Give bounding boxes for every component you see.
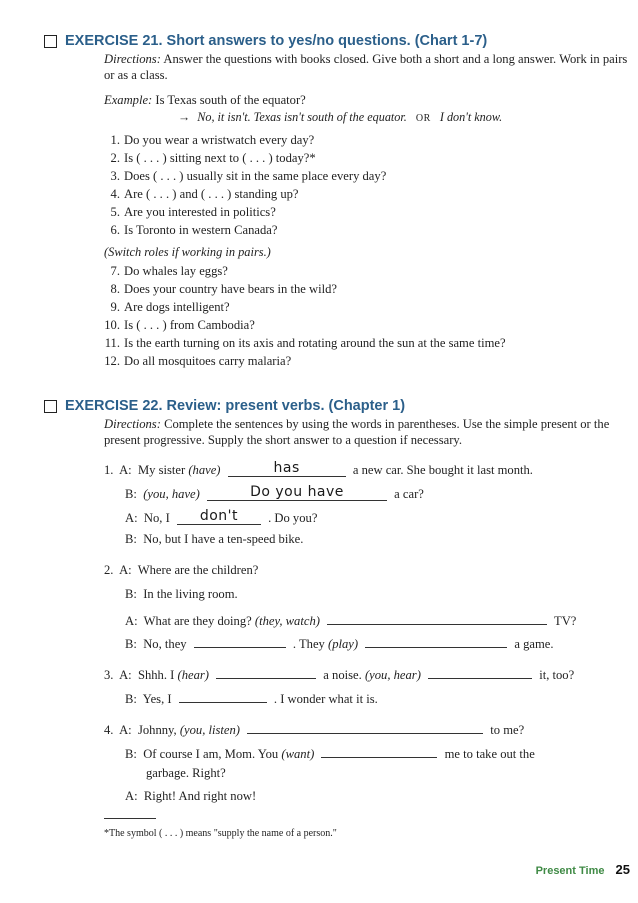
verb-hint: (have) — [188, 463, 221, 477]
answer-blank[interactable] — [365, 633, 507, 648]
sentence-text: . I wonder what it is. — [273, 692, 378, 706]
speaker-label: A: — [125, 614, 138, 628]
speaker-label: B: — [125, 532, 137, 546]
sentence-text: a new car. She bought it last month. — [352, 463, 533, 477]
sentence-text: No, but I have a ten-speed bike. — [143, 532, 304, 546]
dialogue-2-line-a1 — [104, 563, 258, 578]
question-item — [98, 133, 618, 148]
dialogue-4-line-b1 — [125, 743, 535, 762]
dialogue-1-line-a2 — [125, 510, 317, 526]
dialogue-4-line-a1 — [104, 719, 524, 738]
verb-hint: (play) — [328, 637, 359, 651]
question-item — [98, 300, 618, 315]
exercise-21-heading — [44, 33, 487, 49]
page-number: 25 — [615, 862, 630, 877]
sentence-text: . Do you? — [268, 511, 318, 525]
sentence-text: TV? — [554, 614, 577, 628]
question-text: Is ( . . . ) sitting next to ( . . . ) today?* — [124, 151, 316, 165]
question-number: 8. — [110, 282, 120, 296]
directions-label: Directions: — [104, 417, 161, 431]
question-text: Are you interested in politics? — [124, 205, 276, 219]
speaker-label: A: — [119, 668, 132, 682]
sentence-text: a car? — [394, 487, 424, 501]
question-text: Do you wear a wristwatch every day? — [124, 133, 315, 147]
question-item — [98, 169, 618, 184]
speaker-label: B: — [125, 637, 137, 651]
sentence-text: Where are the children? — [137, 563, 259, 577]
verb-hint: (want) — [281, 747, 315, 761]
dialogue-1-line-b2 — [125, 532, 303, 547]
or-word: OR — [415, 113, 431, 124]
question-text: Does ( . . . ) usually sit in the same place every day? — [124, 169, 387, 183]
arrow-icon: → — [178, 110, 191, 124]
question-item — [98, 151, 618, 166]
dialogue-2-line-b2 — [125, 633, 554, 652]
exercise-21-directions — [104, 51, 636, 83]
question-item — [98, 318, 618, 333]
sentence-text: What are they doing? — [143, 614, 252, 628]
question-number: 9. — [110, 300, 120, 314]
dialogue-number: 4. — [104, 723, 114, 737]
question-number: 1. — [110, 133, 120, 147]
speaker-label: B: — [125, 587, 137, 601]
sentence-text: . They — [292, 637, 325, 651]
question-number: 10. — [104, 318, 120, 332]
dialogue-number: 3. — [104, 668, 114, 682]
directions-label: Directions: — [104, 52, 161, 66]
example-answer-alt: I don't know. — [439, 110, 503, 124]
exercise-22-directions — [104, 416, 636, 448]
example-answer — [178, 110, 502, 125]
question-text: Do whales lay eggs? — [124, 264, 228, 278]
speaker-label: B: — [125, 747, 137, 761]
answer-blank[interactable] — [247, 719, 483, 734]
dialogue-1-line-a1 — [104, 462, 533, 478]
handwritten-answer: Do you have — [250, 484, 344, 500]
section-name: Present Time — [535, 865, 605, 877]
handwritten-answer: has — [273, 460, 300, 476]
answer-blank[interactable] — [428, 664, 532, 679]
verb-hint: (they, watch) — [254, 614, 320, 628]
example-question-text: Is Texas south of the equator? — [155, 93, 306, 107]
dialogue-3-line-b1 — [125, 688, 378, 707]
question-number: 11. — [104, 336, 120, 350]
checkbox-icon[interactable] — [44, 35, 57, 48]
answer-blank[interactable] — [327, 610, 547, 625]
answer-blank[interactable] — [207, 486, 387, 501]
question-number: 2. — [110, 151, 120, 165]
answer-blank[interactable] — [179, 688, 267, 703]
sentence-text: me to take out the — [444, 747, 535, 761]
dialogue-number: 2. — [104, 563, 114, 577]
question-number: 12. — [104, 354, 120, 368]
verb-hint: (hear) — [177, 668, 209, 682]
exercise-21-title: EXERCISE 21. Short answers to yes/no questions. (Chart 1-7) — [65, 33, 488, 49]
question-text: Does your country have bears in the wild? — [124, 282, 337, 296]
answer-blank[interactable] — [194, 633, 286, 648]
switch-roles-note: (Switch roles if working in pairs.) — [104, 245, 271, 259]
sentence-text: In the living room. — [143, 587, 238, 601]
directions-text: Answer the questions with books closed. Give both a short and a long answer. Work in pairs or as a class. — [104, 52, 628, 82]
speaker-label: B: — [125, 692, 137, 706]
exercise-22-heading — [44, 398, 405, 414]
question-item — [98, 336, 618, 351]
question-number: 6. — [110, 223, 120, 237]
sentence-text: a noise. — [323, 668, 362, 682]
question-number: 4. — [110, 187, 120, 201]
handwritten-answer: don't — [199, 508, 239, 524]
question-item — [98, 205, 618, 220]
dialogue-3-line-a1 — [104, 664, 574, 683]
verb-hint: (you, hear) — [364, 668, 421, 682]
speaker-label: A: — [125, 511, 138, 525]
example-question — [104, 93, 306, 108]
question-number: 3. — [110, 169, 120, 183]
dialogue-4-line-a2 — [125, 789, 256, 804]
answer-blank[interactable] — [216, 664, 316, 679]
speaker-label: A: — [119, 563, 132, 577]
question-item — [98, 187, 618, 202]
sentence-text: a game. — [514, 637, 554, 651]
answer-blank[interactable] — [228, 462, 346, 477]
dialogue-1-line-b1 — [125, 486, 424, 502]
speaker-label: A: — [119, 723, 132, 737]
directions-text: Complete the sentences by using the words in parentheses. Use the simple present or the present progressive. Supply the short answer to a question if necessary. — [104, 417, 610, 447]
sentence-text: it, too? — [539, 668, 575, 682]
question-text: Do all mosquitoes carry malaria? — [124, 354, 292, 368]
dialogue-2-line-a2 — [125, 610, 576, 629]
question-item — [98, 264, 618, 279]
speaker-label: A: — [125, 789, 138, 803]
verb-hint: (you, listen) — [179, 723, 240, 737]
dialogue-4-line-b1-cont — [146, 766, 226, 781]
sentence-text: My sister — [137, 463, 186, 477]
speaker-label: B: — [125, 487, 137, 501]
dialogue-number: 1. — [104, 463, 114, 477]
sentence-text: garbage. Right? — [146, 766, 226, 780]
question-item — [98, 282, 618, 297]
sentence-text: Yes, I — [142, 692, 172, 706]
example-label: Example: — [104, 93, 153, 107]
answer-blank[interactable] — [177, 510, 261, 525]
sentence-text: to me? — [490, 723, 525, 737]
question-text: Is Toronto in western Canada? — [124, 223, 278, 237]
question-text: Is ( . . . ) from Cambodia? — [124, 318, 255, 332]
question-number: 7. — [110, 264, 120, 278]
page-footer — [536, 862, 630, 877]
question-item — [98, 354, 618, 369]
verb-hint: (you, have) — [143, 487, 200, 501]
footnote-divider — [104, 818, 156, 819]
example-answer-long: No, it isn't. Texas isn't south of the equator. — [197, 110, 407, 124]
sentence-text: No, I — [143, 511, 170, 525]
speaker-label: A: — [119, 463, 132, 477]
sentence-text: Johnny, — [137, 723, 177, 737]
answer-blank[interactable] — [321, 743, 437, 758]
sentence-text: Right! And right now! — [143, 789, 257, 803]
dialogue-2-line-b1 — [125, 587, 238, 602]
sentence-text: Shhh. I — [137, 668, 175, 682]
question-item — [98, 223, 618, 238]
sentence-text: No, they — [143, 637, 187, 651]
question-text: Are ( . . . ) and ( . . . ) standing up? — [124, 187, 299, 201]
question-text: Are dogs intelligent? — [124, 300, 230, 314]
checkbox-icon[interactable] — [44, 400, 57, 413]
question-number: 5. — [110, 205, 120, 219]
exercise-22-title: EXERCISE 22. Review: present verbs. (Chapter 1) — [65, 398, 406, 414]
footnote: *The symbol ( . . . ) means "supply the name of a person." — [104, 828, 337, 839]
sentence-text: Of course I am, Mom. You — [143, 747, 279, 761]
question-text: Is the earth turning on its axis and rotating around the sun at the same time? — [124, 336, 506, 350]
